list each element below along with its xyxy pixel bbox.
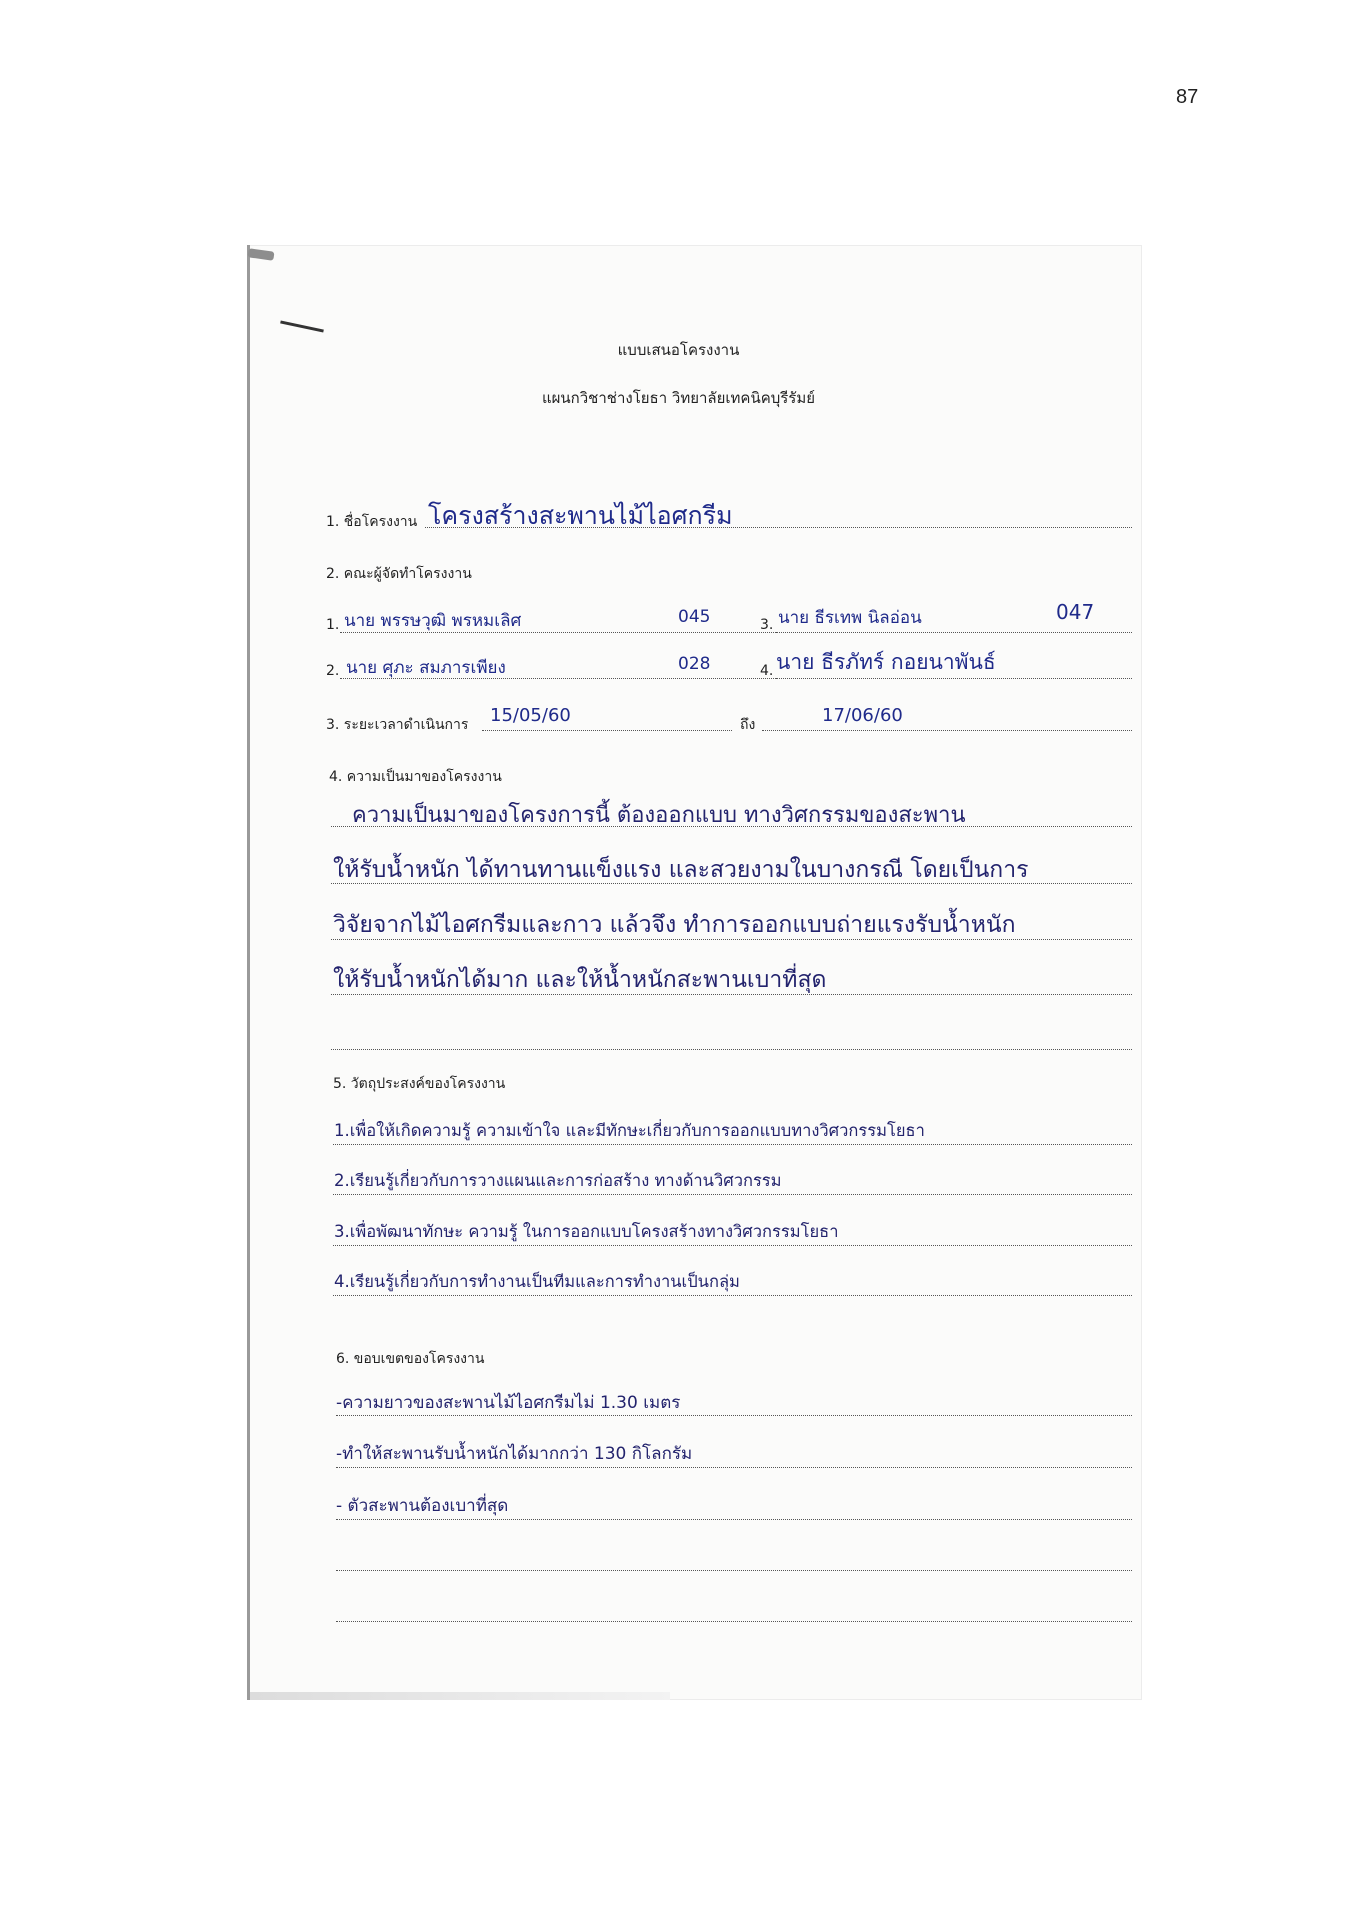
background-text-3: วิจัยจากไม้ไอศกรีมและกาว แล้วจึง ทำการออกแบบถ่ายแรงรับน้ำหนัก <box>333 912 1016 938</box>
scope-line-2 <box>336 1467 1132 1468</box>
scope-line-5 <box>336 1621 1132 1622</box>
scope-line-4 <box>336 1570 1132 1571</box>
duration-start: 15/05/60 <box>490 705 571 726</box>
member-num-4: 4. <box>760 663 774 679</box>
background-text-1: ความเป็นมาของโครงการนี้ ต้องออกแบบ ทางวิศกรรมของสะพาน <box>352 803 966 828</box>
member-num-2: 2. <box>326 663 340 679</box>
objective-line-4 <box>333 1295 1132 1296</box>
objective-text-1: 1.เพื่อให้เกิดความรู้ ความเข้าใจ และมีทักษะเกี่ยวกับการออกแบบทางวิศวกรรมโยธา <box>334 1121 925 1140</box>
member-id-2: 028 <box>678 654 711 674</box>
background-line-5 <box>331 1049 1132 1050</box>
form-title: แบบเสนอโครงงาน <box>617 341 740 359</box>
duration-end-line <box>762 730 1132 731</box>
objective-line-2 <box>333 1194 1132 1195</box>
background-text-4: ให้รับน้ำหนักได้มาก และให้น้ำหนักสะพานเบาที่สุด <box>333 967 827 993</box>
scope-text-2: -ทำให้สะพานรับน้ำหนักได้มากกว่า 130 กิโลกรัม <box>336 1444 693 1464</box>
objective-line-3 <box>333 1245 1132 1246</box>
project-name-label: 1. ชื่อโครงงาน <box>326 514 418 530</box>
member-id-3: 047 <box>1056 600 1095 624</box>
member-name-4: นาย ธีรภัทร์ กอยนาพันธ์ <box>776 650 996 674</box>
member-id-1: 045 <box>678 607 711 627</box>
scope-text-3: - ตัวสะพานต้องเบาที่สุด <box>336 1496 509 1516</box>
member-line-3 <box>776 632 1132 633</box>
background-text-2: ให้รับน้ำหนัก ได้ทานทานแข็งแรง และสวยงามในบางกรณี โดยเป็นการ <box>333 857 1029 883</box>
member-name-1: นาย พรรษวุฒิ พรหมเลิศ <box>344 611 522 631</box>
objective-text-4: 4.เรียนรู้เกี่ยวกับการทำงานเป็นทีมและการทำงานเป็นกลุ่ม <box>334 1272 740 1291</box>
objective-text-2: 2.เรียนรู้เกี่ยวกับการวางแผนและการก่อสร้าง ทางด้านวิศวกรรม <box>334 1171 782 1190</box>
scan-smudge <box>250 1692 670 1700</box>
member-name-3: นาย ธีรเทพ นิลอ่อน <box>778 608 922 628</box>
background-label: 4. ความเป็นมาของโครงงาน <box>329 769 502 785</box>
form-subtitle: แผนกวิชาช่างโยธา วิทยาลัยเทคนิคบุรีรัมย์ <box>541 389 816 407</box>
member-name-2: นาย ศุภะ สมภารเพียง <box>346 658 506 678</box>
objective-line-1 <box>333 1144 1132 1145</box>
scope-line-3 <box>336 1519 1132 1520</box>
duration-to-label: ถึง <box>740 717 756 733</box>
duration-label: 3. ระยะเวลาดำเนินการ <box>326 717 469 733</box>
page-number: 87 <box>1176 86 1199 108</box>
project-name-value: โครงสร้างสะพานไม้ไอศกรีม <box>428 501 733 530</box>
member-num-3: 3. <box>760 617 774 633</box>
duration-start-line <box>482 730 732 731</box>
objectives-label: 5. วัตถุประสงค์ของโครงงาน <box>333 1076 506 1092</box>
scope-label: 6. ขอบเขตของโครงงาน <box>336 1351 485 1367</box>
scan-edge <box>247 245 250 1700</box>
objective-text-3: 3.เพื่อพัฒนาทักษะ ความรู้ ในการออกแบบโครงสร้างทางวิศวกรรมโยธา <box>334 1222 839 1241</box>
member-num-1: 1. <box>326 617 340 633</box>
scope-text-1: -ความยาวของสะพานไม้ไอศกรีมไม่ 1.30 เมตร <box>336 1393 681 1413</box>
team-label: 2. คณะผู้จัดทำโครงงาน <box>326 566 472 582</box>
duration-end: 17/06/60 <box>822 705 903 726</box>
